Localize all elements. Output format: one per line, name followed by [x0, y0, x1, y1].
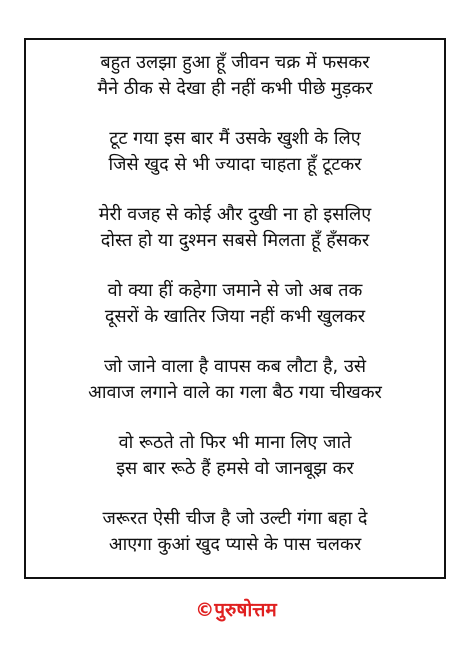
- poem-line: मेरी वजह से कोई और दुखी ना हो इसलिए: [98, 204, 372, 225]
- poem-line: मैने ठीक से देखा ही नहीं कभी पीछे मुड़कर: [97, 78, 373, 99]
- stanza-2: [26, 126, 444, 178]
- poem-line: वो रूठते तो फिर भी माना लिए जाते: [118, 432, 352, 453]
- stanza-4: [26, 278, 444, 330]
- poem-frame: [24, 38, 446, 579]
- stanza-6: [26, 430, 444, 482]
- poem-line: दूसरों के खातिर जिया नहीं कभी खुलकर: [104, 306, 366, 327]
- stanza-5: [26, 354, 444, 406]
- author-signature: ©पुरुषोत्तम: [195, 599, 277, 621]
- poem-line: दोस्त हो या दुश्मन सबसे मिलता हूँ हँसकर: [100, 230, 370, 251]
- poem-line: टूट गया इस बार मैं उसके खुशी के लिए: [109, 128, 361, 149]
- poem-line: वो क्या हीं कहेगा जमाने से जो अब तक: [107, 280, 363, 301]
- poem-line: आएगा कुआं खुद प्यासे के पास चलकर: [108, 534, 362, 555]
- poem-line: बहुत उलझा हुआ हूँ जीवन चक्र में फसकर: [100, 52, 370, 73]
- poem-line: जरूरत ऐसी चीज है जो उल्टी गंगा बहा दे: [102, 508, 368, 529]
- stanza-7: [26, 506, 444, 558]
- stanza-1: [26, 50, 444, 102]
- stanza-3: [26, 202, 444, 254]
- poem-line: जो जाने वाला है वापस कब लौटा है, उसे: [104, 356, 366, 377]
- poem-line: जिसे खुद से भी ज्यादा चाहता हूँ टूटकर: [108, 154, 362, 175]
- poem-line: इस बार रूठे हैं हमसे वो जानबूझ कर: [116, 458, 354, 479]
- poem-line: आवाज लगाने वाले का गला बैठ गया चीखकर: [88, 382, 382, 403]
